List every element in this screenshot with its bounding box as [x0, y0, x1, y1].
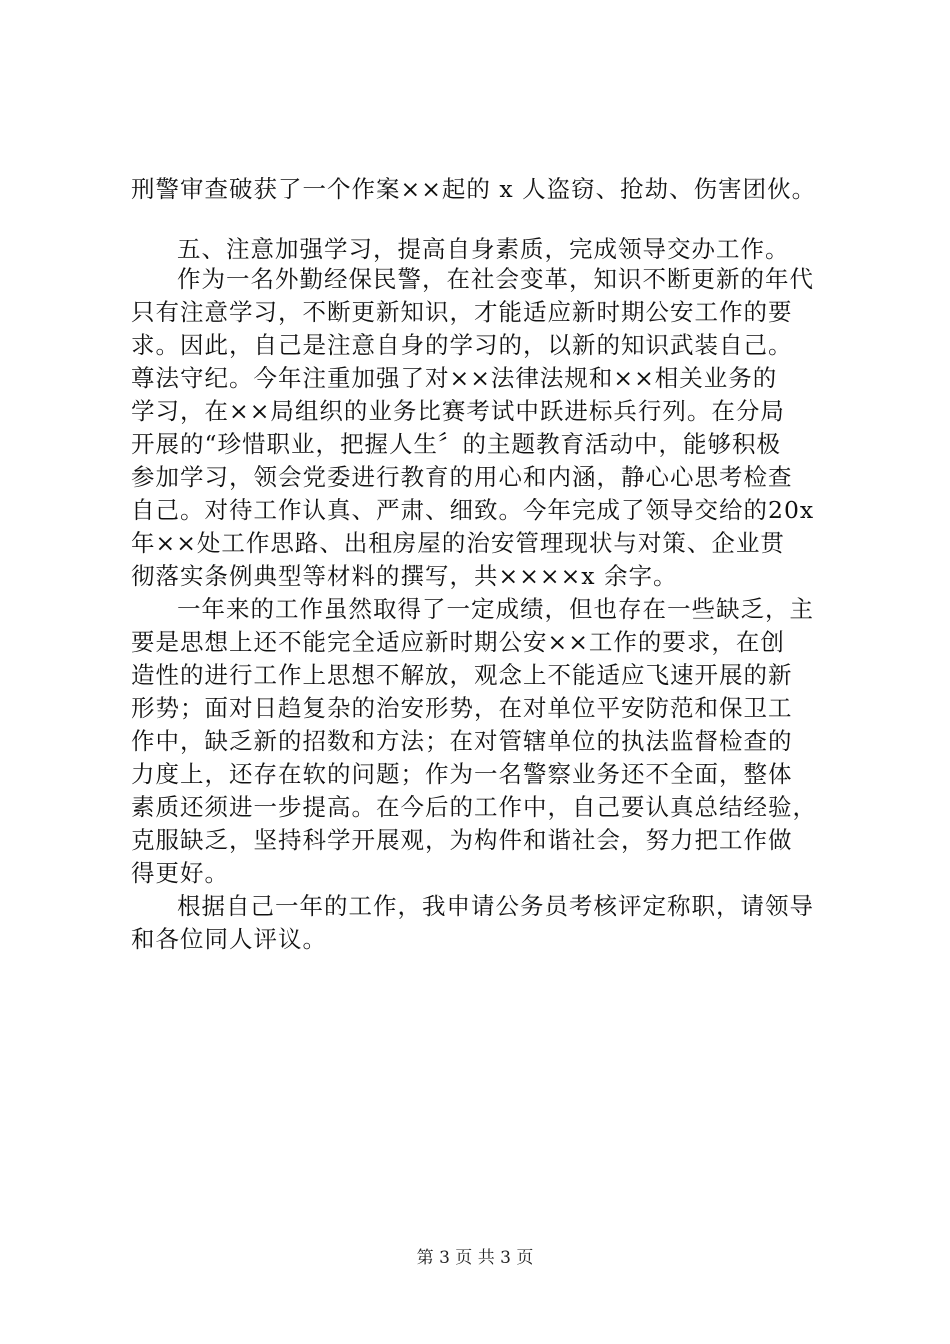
paragraph-line: 造性的进行工作上思想不解放，观念上不能适应飞速开展的新: [131, 661, 793, 689]
paragraph-line: 尊法守纪。今年注重加强了对××法律法规和××相关业务的: [131, 364, 778, 392]
paragraph-line: 学习，在××局组织的业务比赛考试中跃进标兵行列。在分局: [131, 397, 785, 425]
paragraph-line: 年××处工作思路、出租房屋的治安管理现状与对策、企业贯: [131, 529, 785, 557]
paragraph-line: 力度上，还存在软的问题；作为一名警察业务还不全面，整体: [131, 760, 793, 788]
paragraph-line: 和各位同人评议。: [131, 925, 327, 953]
paragraph-line: 一年来的工作虽然取得了一定成绩，但也存在一些缺乏，主: [177, 595, 814, 623]
paragraph-line: 克服缺乏，坚持科学开展观，为构件和谐社会，努力把工作做: [131, 826, 793, 854]
paragraph-line: 自己。对待工作认真、严肃、细致。今年完成了领导交给的20x: [131, 496, 815, 524]
paragraph-line: 作为一名外勤经保民警，在社会变革，知识不断更新的年代: [177, 265, 814, 293]
section-heading: 五、注意加强学习，提高自身素质，完成领导交办工作。: [177, 235, 790, 263]
paragraph-line: 只有注意学习，不断更新知识，才能适应新时期公安工作的要: [131, 298, 793, 326]
paragraph-line: 参加学习，领会党委进行教育的用心和内涵，静心心思考检查: [131, 463, 793, 491]
paragraph-line: 根据自己一年的工作，我申请公务员考核评定称职，请领导: [177, 892, 814, 920]
paragraph-line: 要是思想上还不能完全适应新时期公安××工作的要求，在创: [131, 628, 785, 656]
paragraph-line: 彻落实条例典型等材料的撰写，共××××x 余字。: [131, 562, 678, 590]
paragraph-line: 形势；面对日趋复杂的治安形势，在对单位平安防范和保卫工: [131, 694, 793, 722]
paragraph-line: 开展的“珍惜职业，把握人生〞的主题教育活动中，能够积极: [131, 430, 782, 458]
page-footer: 第 3 页 共 3 页: [416, 1248, 534, 1268]
paragraph-line: 素质还须进一步提高。在今后的工作中，自己要认真总结经验，: [131, 793, 817, 821]
body-text-line: 刑警审查破获了一个作案××起的 x 人盗窃、抢劫、伤害团伙。: [131, 175, 817, 203]
paragraph-line: 得更好。: [131, 859, 229, 887]
paragraph-line: 求。因此，自己是注意自身的学习的，以新的知识武装自己。: [131, 331, 793, 359]
paragraph-line: 作中，缺乏新的招数和方法；在对管辖单位的执法监督检查的: [131, 727, 793, 755]
